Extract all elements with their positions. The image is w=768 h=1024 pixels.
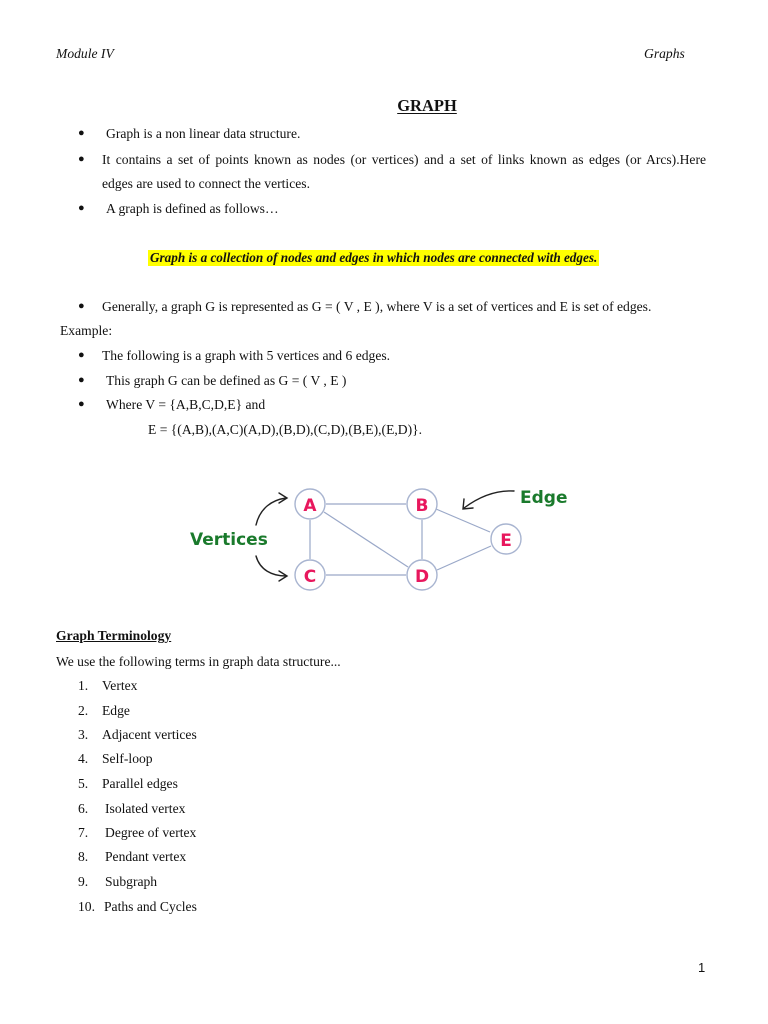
list-number: 5. bbox=[78, 776, 89, 791]
list-number: 7. bbox=[78, 825, 89, 840]
terminology-intro: We use the following terms in graph data structure... bbox=[56, 654, 341, 669]
graph-node-b bbox=[407, 489, 437, 519]
list-number: 9. bbox=[78, 874, 89, 889]
intro-bullet-1: Graph is a non linear data structure. bbox=[106, 126, 301, 141]
list-item-label: Adjacent vertices bbox=[102, 727, 197, 742]
list-item-label: Isolated vertex bbox=[105, 801, 186, 816]
graph-node-d bbox=[407, 560, 437, 590]
bullet-dot: ● bbox=[78, 153, 85, 165]
list-number: 1. bbox=[78, 678, 89, 693]
list-item-label: Vertex bbox=[102, 678, 138, 693]
node-label-c: C bbox=[303, 567, 317, 587]
list-item-label: Self-loop bbox=[102, 751, 153, 766]
list-item-label: Degree of vertex bbox=[105, 825, 197, 840]
terminology-heading: Graph Terminology bbox=[56, 628, 172, 643]
list-number: 10. bbox=[78, 899, 95, 914]
list-number: 8. bbox=[78, 849, 89, 864]
intro-bullet-2-continued: edges are used to connect the vertices. bbox=[102, 176, 310, 191]
page-title: GRAPH bbox=[397, 96, 457, 115]
graph-node-a bbox=[295, 489, 325, 519]
list-item-label: Parallel edges bbox=[102, 776, 178, 791]
example-bullet-3: Where V = {A,B,C,D,E} and bbox=[106, 397, 266, 412]
intro-bullet-2: It contains a set of points known as nodes (or vertices) and a set of links known as edges (or Arcs).Here bbox=[102, 152, 706, 167]
example-bullet-1: The following is a graph with 5 vertices and 6 edges. bbox=[102, 348, 391, 363]
bullet-dot: ● bbox=[78, 127, 85, 139]
page-number: 1 bbox=[698, 960, 706, 975]
edge-set: E = {(A,B),(A,C)(A,D),(B,D),(C,D),(B,E),(E,D)}. bbox=[148, 422, 423, 437]
list-item-label: Paths and Cycles bbox=[104, 899, 197, 914]
list-number: 3. bbox=[78, 727, 89, 742]
node-label-e: E bbox=[500, 531, 512, 551]
general-bullet: Generally, a graph G is represented as G = ( V , E ), where V is a set of vertices and E is set of edges. bbox=[102, 299, 652, 314]
bullet-dot: ● bbox=[78, 300, 85, 312]
node-label-b: B bbox=[415, 496, 429, 516]
graph-node-e bbox=[491, 524, 521, 554]
header-module: Module IV bbox=[56, 46, 114, 61]
graph-edges bbox=[310, 504, 491, 575]
intro-bullet-3: A graph is defined as follows… bbox=[106, 201, 279, 216]
example-bullet-2: This graph G can be defined as G = ( V , E ) bbox=[106, 373, 347, 388]
graph-definition: Graph is a collection of nodes and edges in which nodes are connected with edges. bbox=[150, 250, 598, 265]
edge-a-d bbox=[324, 512, 408, 567]
list-item-label: Edge bbox=[102, 703, 130, 718]
graph-diagram bbox=[180, 470, 580, 600]
header-topic: Graphs bbox=[644, 46, 685, 61]
list-number: 6. bbox=[78, 801, 89, 816]
graph-node-c bbox=[295, 560, 325, 590]
example-label: Example: bbox=[60, 323, 113, 338]
bullet-dot: ● bbox=[78, 349, 85, 361]
list-number: 2. bbox=[78, 703, 89, 718]
list-number: 4. bbox=[78, 751, 89, 766]
edge-caption: Edge bbox=[520, 488, 568, 508]
list-item-label: Pendant vertex bbox=[105, 849, 187, 864]
bullet-dot: ● bbox=[78, 374, 85, 386]
edge-arrow-icon bbox=[463, 491, 514, 509]
bullet-dot: ● bbox=[78, 202, 85, 214]
edge-e-d bbox=[437, 546, 491, 570]
node-label-a: A bbox=[303, 496, 317, 516]
edge-b-e bbox=[436, 509, 490, 532]
vertices-caption: Vertices bbox=[190, 530, 268, 550]
list-item-label: Subgraph bbox=[105, 874, 158, 889]
node-label-d: D bbox=[414, 567, 430, 587]
bullet-dot: ● bbox=[78, 398, 85, 410]
